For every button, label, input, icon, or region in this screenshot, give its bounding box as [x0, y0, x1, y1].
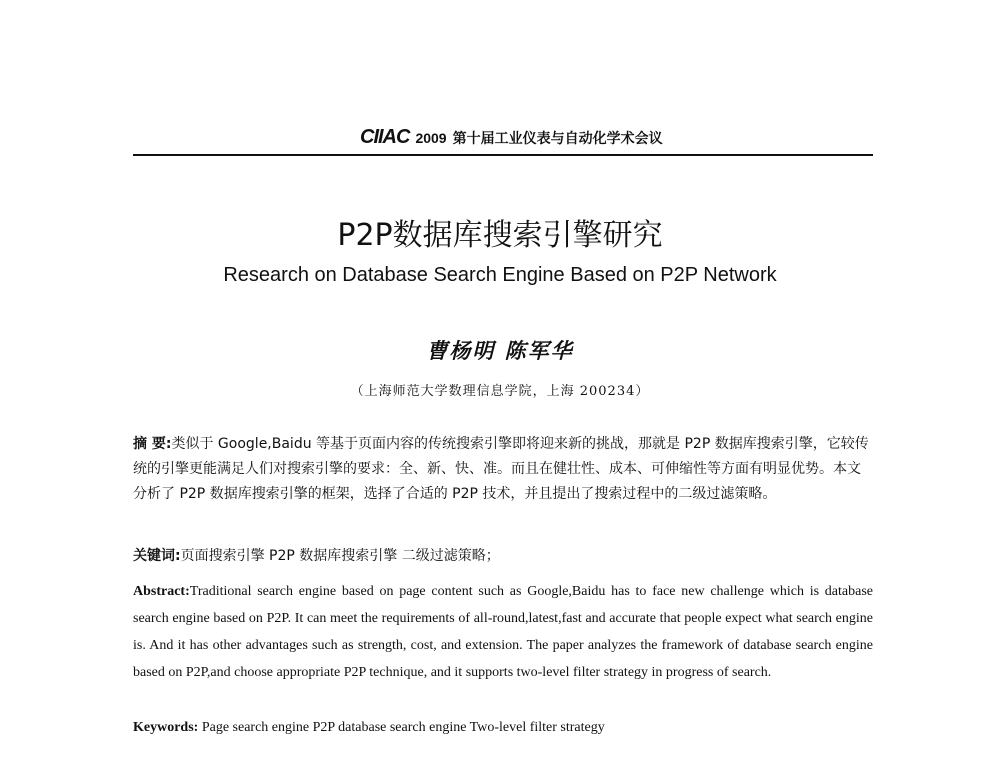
title-english: Research on Database Search Engine Based on P2P Network	[223, 264, 777, 286]
authors: 曹杨明 陈军华	[426, 338, 574, 363]
keywords-english	[133, 715, 873, 740]
abstract-english	[133, 578, 873, 686]
affiliation: （上海师范大学数理信息学院，上海 200234）	[350, 384, 650, 399]
abstract-en-text: Traditional search engine based on page content such as Google,Baidu has to face new challenge which is database search engine based on P2P. It can meet the requirements of all-round,latest,fast and accurate that people expect what search engine is. And it has other advantages such as strength, cost, and extension. The paper analyzes the framework of database search engine based on P2P,and choose appropriate P2P technique, and it supports two-level filter strategy in progress of search.	[133, 584, 873, 680]
keywords-cn-label: 关键词:	[133, 548, 181, 564]
keywords-en-label: Keywords:	[133, 720, 199, 735]
abstract-chinese	[133, 432, 873, 507]
header-content	[360, 126, 663, 149]
conference-logo: CIIAC	[360, 126, 410, 148]
abstract-en-label: Abstract:	[133, 584, 190, 599]
keywords-cn-text: 页面搜索引擎 P2P 数据库搜索引擎 二级过滤策略；	[180, 548, 500, 564]
header-year: 2009	[415, 130, 447, 146]
keywords-chinese	[133, 544, 873, 569]
abstract-cn-text: 类似于 Google,Baidu 等基于页面内容的传统搜索引擎即将迎来新的挑战，那就是 P2P 数据库搜索引擎，它较传统的引擎更能满足人们对搜索引擎的要求：全、新、快、准。而且在健壮性、成本、可伸缩性等方面有明显优势。本文分析了 P2P 数据库搜索引擎的框架，选择了合适的 P2P 技术，并且提出了搜索过程中的二级过滤策略。	[133, 436, 869, 502]
running-header	[133, 120, 873, 156]
abstract-cn-label: 摘 要:	[133, 436, 172, 452]
header-conference: 第十届工业仪表与自动化学术会议	[452, 131, 663, 147]
keywords-en-text: Page search engine P2P database search engine Two-level filter strategy	[201, 720, 605, 735]
title-chinese: P2P数据库搜索引擎研究	[337, 218, 663, 253]
